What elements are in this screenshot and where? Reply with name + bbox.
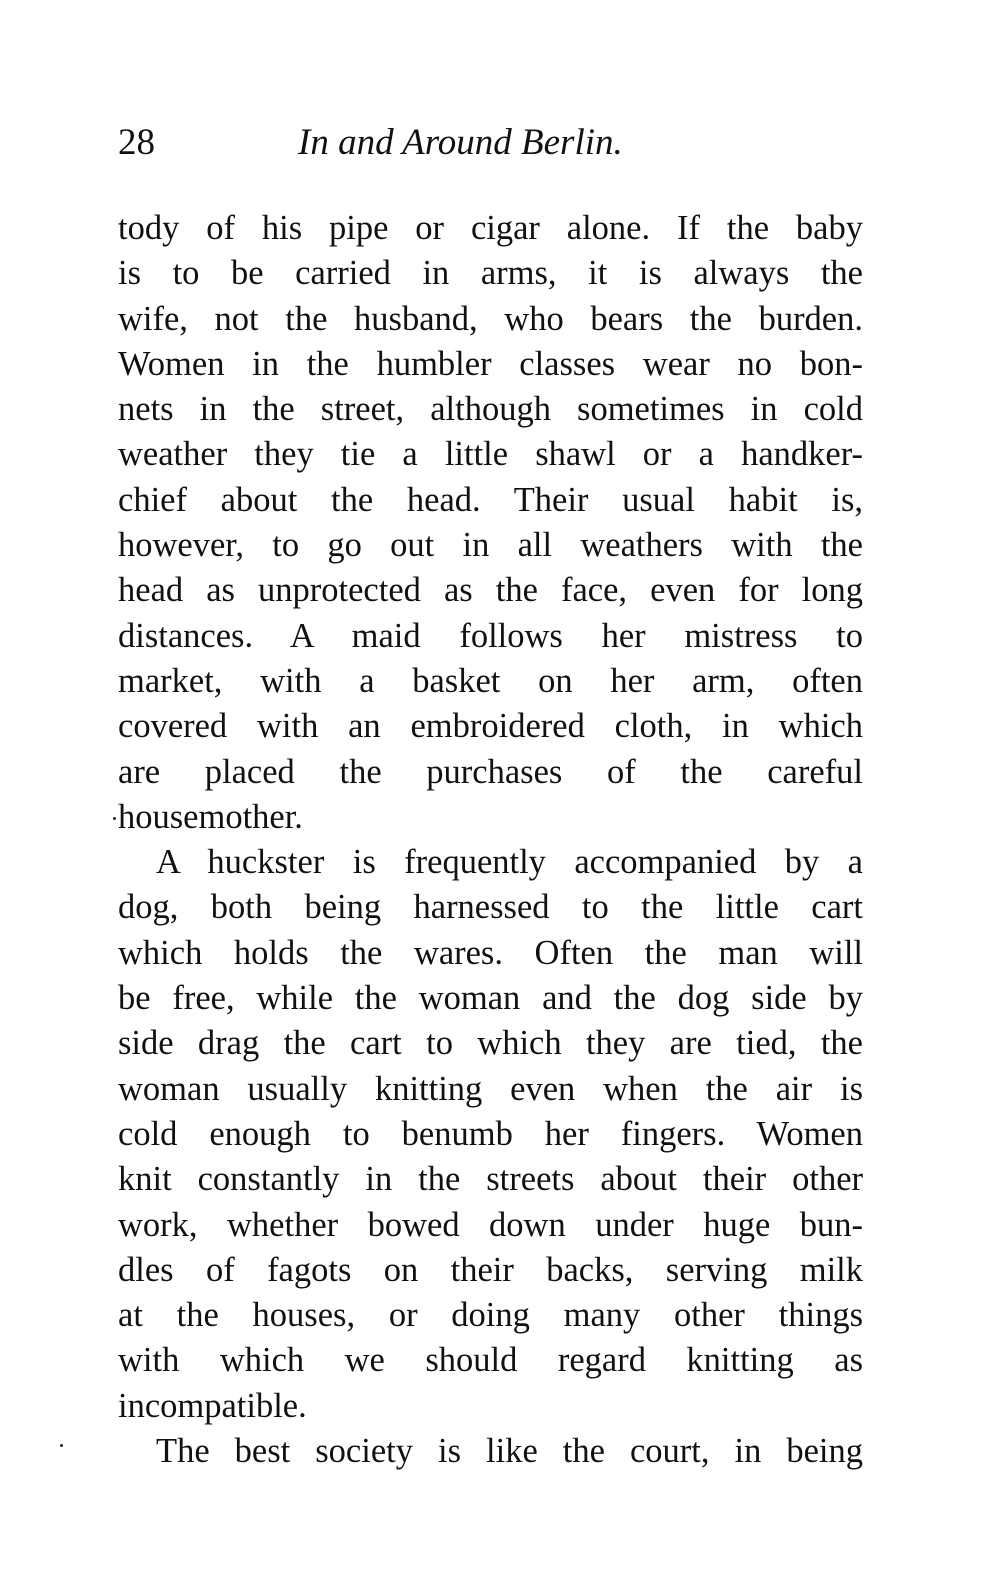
text-line: which holds the wares. Often the man will (118, 933, 863, 972)
text-line: head as unprotected as the face, even for long (118, 571, 863, 610)
text-line: chief about the head. Their usual habit is, (118, 480, 863, 519)
text-line: with which we should regard knitting as (118, 1341, 863, 1380)
text-line: work, whether bowed down under huge bun- (118, 1205, 863, 1244)
text-line: cold enough to benumb her fingers. Women (118, 1114, 863, 1153)
text-line: dog, both being harnessed to the little cart (118, 888, 863, 927)
body-text (118, 206, 863, 1474)
text-line: is to be carried in arms, it is always the (118, 254, 863, 293)
text-line: be free, while the woman and the dog side by (118, 979, 863, 1018)
text-line: The best society is like the court, in being (156, 1432, 863, 1471)
scan-speck (113, 817, 116, 820)
text-line: at the houses, or doing many other things (118, 1296, 863, 1335)
text-line: side drag the cart to which they are tied, the (118, 1024, 863, 1063)
text-line: covered with an embroidered cloth, in which (118, 707, 863, 746)
text-line: tody of his pipe or cigar alone. If the baby (118, 209, 863, 247)
text-line: distances. A maid follows her mistress to (118, 616, 863, 655)
text-line: dles of fagots on their backs, serving milk (118, 1250, 863, 1289)
text-line: housemother. (118, 797, 303, 836)
text-line: knit constantly in the streets about their other (118, 1160, 863, 1199)
scan-speck (60, 1444, 63, 1447)
text-line: A huckster is frequently accompanied by a (156, 843, 863, 882)
text-line: weather they tie a little shawl or a handker- (118, 435, 863, 474)
text-line: incompatible. (118, 1386, 307, 1425)
page-number: 28 (118, 122, 155, 163)
text-line: however, to go out in all weathers with the (118, 526, 863, 565)
text-line: market, with a basket on her arm, often (118, 661, 863, 700)
page-header (118, 118, 863, 168)
text-line: wife, not the husband, who bears the burden. (118, 299, 863, 338)
text-line: Women in the humbler classes wear no bon- (118, 344, 863, 383)
running-title: In and Around Berlin. (298, 122, 623, 163)
text-line: woman usually knitting even when the air is (118, 1069, 863, 1108)
text-line: nets in the street, although sometimes in cold (118, 390, 863, 429)
text-line: are placed the purchases of the careful (118, 752, 863, 791)
